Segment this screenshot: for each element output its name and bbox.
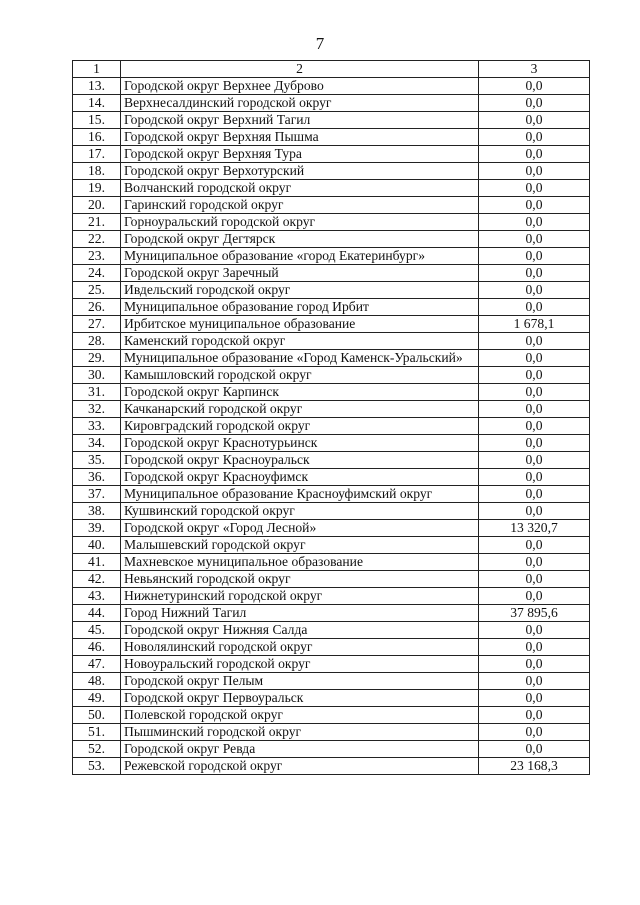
table-row — [73, 758, 590, 775]
column-header-name: 2 — [121, 61, 479, 78]
municipality-name: Городской округ Верхотурский — [121, 163, 479, 180]
municipality-name: Качканарский городской округ — [121, 401, 479, 418]
municipality-name: Городской округ Заречный — [121, 265, 479, 282]
row-value: 0,0 — [479, 673, 590, 690]
row-number: 47. — [73, 656, 121, 673]
row-number: 35. — [73, 452, 121, 469]
municipality-name: Муниципальное образование «Город Каменск-Уральский» — [121, 350, 479, 367]
row-number: 38. — [73, 503, 121, 520]
municipality-name: Городской округ Дегтярск — [121, 231, 479, 248]
row-value: 0,0 — [479, 265, 590, 282]
municipality-name: Новоуральский городской округ — [121, 656, 479, 673]
municipality-name: Городской округ Верхнее Дуброво — [121, 78, 479, 95]
row-number: 40. — [73, 537, 121, 554]
row-number: 48. — [73, 673, 121, 690]
table-row — [73, 741, 590, 758]
table-row — [73, 418, 590, 435]
table-row — [73, 78, 590, 95]
table-row — [73, 656, 590, 673]
row-number: 34. — [73, 435, 121, 452]
row-number: 53. — [73, 758, 121, 775]
row-number: 24. — [73, 265, 121, 282]
row-number: 42. — [73, 571, 121, 588]
row-number: 15. — [73, 112, 121, 129]
row-value: 0,0 — [479, 656, 590, 673]
row-value: 37 895,6 — [479, 605, 590, 622]
row-number: 32. — [73, 401, 121, 418]
table-row — [73, 197, 590, 214]
municipality-name: Город Нижний Тагил — [121, 605, 479, 622]
row-number: 16. — [73, 129, 121, 146]
row-value: 0,0 — [479, 724, 590, 741]
municipality-name: Городской округ Верхняя Пышма — [121, 129, 479, 146]
column-header-value: 3 — [479, 61, 590, 78]
row-number: 17. — [73, 146, 121, 163]
row-value: 0,0 — [479, 112, 590, 129]
table-row — [73, 435, 590, 452]
row-number: 52. — [73, 741, 121, 758]
table-row — [73, 605, 590, 622]
table-row — [73, 520, 590, 537]
municipality-name: Городской округ «Город Лесной» — [121, 520, 479, 537]
municipality-name: Муниципальное образование город Ирбит — [121, 299, 479, 316]
municipality-name: Махневское муниципальное образование — [121, 554, 479, 571]
row-number: 45. — [73, 622, 121, 639]
municipality-name: Кировградский городской округ — [121, 418, 479, 435]
row-value: 23 168,3 — [479, 758, 590, 775]
row-number: 14. — [73, 95, 121, 112]
row-value: 0,0 — [479, 384, 590, 401]
table-row — [73, 146, 590, 163]
table-row — [73, 469, 590, 486]
table-row — [73, 384, 590, 401]
row-value: 0,0 — [479, 588, 590, 605]
row-number: 29. — [73, 350, 121, 367]
municipality-name: Городской округ Верхний Тагил — [121, 112, 479, 129]
municipality-name: Городской округ Нижняя Салда — [121, 622, 479, 639]
row-number: 46. — [73, 639, 121, 656]
municipality-name: Городской округ Краснотурьинск — [121, 435, 479, 452]
row-number: 36. — [73, 469, 121, 486]
row-number: 33. — [73, 418, 121, 435]
row-number: 13. — [73, 78, 121, 95]
row-value: 0,0 — [479, 197, 590, 214]
table-row — [73, 163, 590, 180]
row-value: 0,0 — [479, 418, 590, 435]
row-value: 0,0 — [479, 741, 590, 758]
municipality-name: Ирбитское муниципальное образование — [121, 316, 479, 333]
table-row — [73, 333, 590, 350]
row-number: 21. — [73, 214, 121, 231]
row-value: 0,0 — [479, 537, 590, 554]
row-number: 20. — [73, 197, 121, 214]
table-header-row — [73, 61, 590, 78]
municipality-name: Пышминский городской округ — [121, 724, 479, 741]
table-row — [73, 588, 590, 605]
data-table — [72, 60, 590, 775]
row-number: 28. — [73, 333, 121, 350]
row-number: 19. — [73, 180, 121, 197]
table-row — [73, 316, 590, 333]
page-number: 7 — [315, 34, 325, 53]
municipality-name: Кушвинский городской округ — [121, 503, 479, 520]
row-value: 0,0 — [479, 622, 590, 639]
table-row — [73, 180, 590, 197]
row-value: 0,0 — [479, 486, 590, 503]
table-row — [73, 350, 590, 367]
municipality-name: Невьянский городской округ — [121, 571, 479, 588]
municipality-name: Муниципальное образование «город Екатеринбург» — [121, 248, 479, 265]
municipality-name: Городской округ Первоуральск — [121, 690, 479, 707]
municipality-name: Камышловский городской округ — [121, 367, 479, 384]
table-row — [73, 639, 590, 656]
row-value: 0,0 — [479, 350, 590, 367]
municipality-name: Городской округ Ревда — [121, 741, 479, 758]
row-value: 0,0 — [479, 163, 590, 180]
table-row — [73, 299, 590, 316]
municipality-name: Полевской городской округ — [121, 707, 479, 724]
row-value: 0,0 — [479, 435, 590, 452]
row-number: 22. — [73, 231, 121, 248]
table-row — [73, 112, 590, 129]
row-number: 25. — [73, 282, 121, 299]
row-value: 1 678,1 — [479, 316, 590, 333]
table-row — [73, 248, 590, 265]
table-row — [73, 282, 590, 299]
row-number: 37. — [73, 486, 121, 503]
table-row — [73, 95, 590, 112]
row-number: 50. — [73, 707, 121, 724]
municipality-name: Городской округ Красноуральск — [121, 452, 479, 469]
row-number: 39. — [73, 520, 121, 537]
table-row — [73, 401, 590, 418]
row-value: 0,0 — [479, 231, 590, 248]
row-value: 0,0 — [479, 333, 590, 350]
municipality-name: Городской округ Карпинск — [121, 384, 479, 401]
row-number: 41. — [73, 554, 121, 571]
row-value: 0,0 — [479, 248, 590, 265]
municipality-name: Городской округ Верхняя Тура — [121, 146, 479, 163]
table-row — [73, 622, 590, 639]
table-row — [73, 486, 590, 503]
municipality-name: Волчанский городской округ — [121, 180, 479, 197]
row-value: 13 320,7 — [479, 520, 590, 537]
municipality-name: Режевской городской округ — [121, 758, 479, 775]
row-number: 43. — [73, 588, 121, 605]
row-value: 0,0 — [479, 401, 590, 418]
municipality-name: Горноуральский городской округ — [121, 214, 479, 231]
table-row — [73, 554, 590, 571]
table-row — [73, 673, 590, 690]
row-number: 27. — [73, 316, 121, 333]
row-number: 23. — [73, 248, 121, 265]
municipality-name: Малышевский городской округ — [121, 537, 479, 554]
row-number: 44. — [73, 605, 121, 622]
row-value: 0,0 — [479, 639, 590, 656]
row-number: 26. — [73, 299, 121, 316]
row-value: 0,0 — [479, 690, 590, 707]
row-value: 0,0 — [479, 299, 590, 316]
row-value: 0,0 — [479, 78, 590, 95]
table-row — [73, 707, 590, 724]
municipality-name: Городской округ Красноуфимск — [121, 469, 479, 486]
municipality-name: Каменский городской округ — [121, 333, 479, 350]
table-row — [73, 537, 590, 554]
row-number: 18. — [73, 163, 121, 180]
row-number: 51. — [73, 724, 121, 741]
row-value: 0,0 — [479, 180, 590, 197]
row-value: 0,0 — [479, 469, 590, 486]
row-value: 0,0 — [479, 214, 590, 231]
row-value: 0,0 — [479, 282, 590, 299]
table-row — [73, 367, 590, 384]
row-value: 0,0 — [479, 367, 590, 384]
table-row — [73, 571, 590, 588]
row-value: 0,0 — [479, 571, 590, 588]
table-row — [73, 690, 590, 707]
row-number: 30. — [73, 367, 121, 384]
row-number: 49. — [73, 690, 121, 707]
row-value: 0,0 — [479, 452, 590, 469]
row-value: 0,0 — [479, 129, 590, 146]
row-value: 0,0 — [479, 95, 590, 112]
row-value: 0,0 — [479, 707, 590, 724]
table-row — [73, 231, 590, 248]
table-row — [73, 724, 590, 741]
table-row — [73, 265, 590, 282]
row-value: 0,0 — [479, 503, 590, 520]
municipality-name: Гаринский городской округ — [121, 197, 479, 214]
row-number: 31. — [73, 384, 121, 401]
municipality-name: Нижнетуринский городской округ — [121, 588, 479, 605]
table-body — [73, 78, 590, 775]
row-value: 0,0 — [479, 554, 590, 571]
municipality-name: Муниципальное образование Красноуфимский округ — [121, 486, 479, 503]
municipality-name: Ивдельский городской округ — [121, 282, 479, 299]
municipality-name: Городской округ Пелым — [121, 673, 479, 690]
column-header-number: 1 — [73, 61, 121, 78]
table-row — [73, 452, 590, 469]
municipality-name: Новолялинский городской округ — [121, 639, 479, 656]
row-value: 0,0 — [479, 146, 590, 163]
municipality-name: Верхнесалдинский городской округ — [121, 95, 479, 112]
table-row — [73, 129, 590, 146]
table-row — [73, 503, 590, 520]
table-row — [73, 214, 590, 231]
